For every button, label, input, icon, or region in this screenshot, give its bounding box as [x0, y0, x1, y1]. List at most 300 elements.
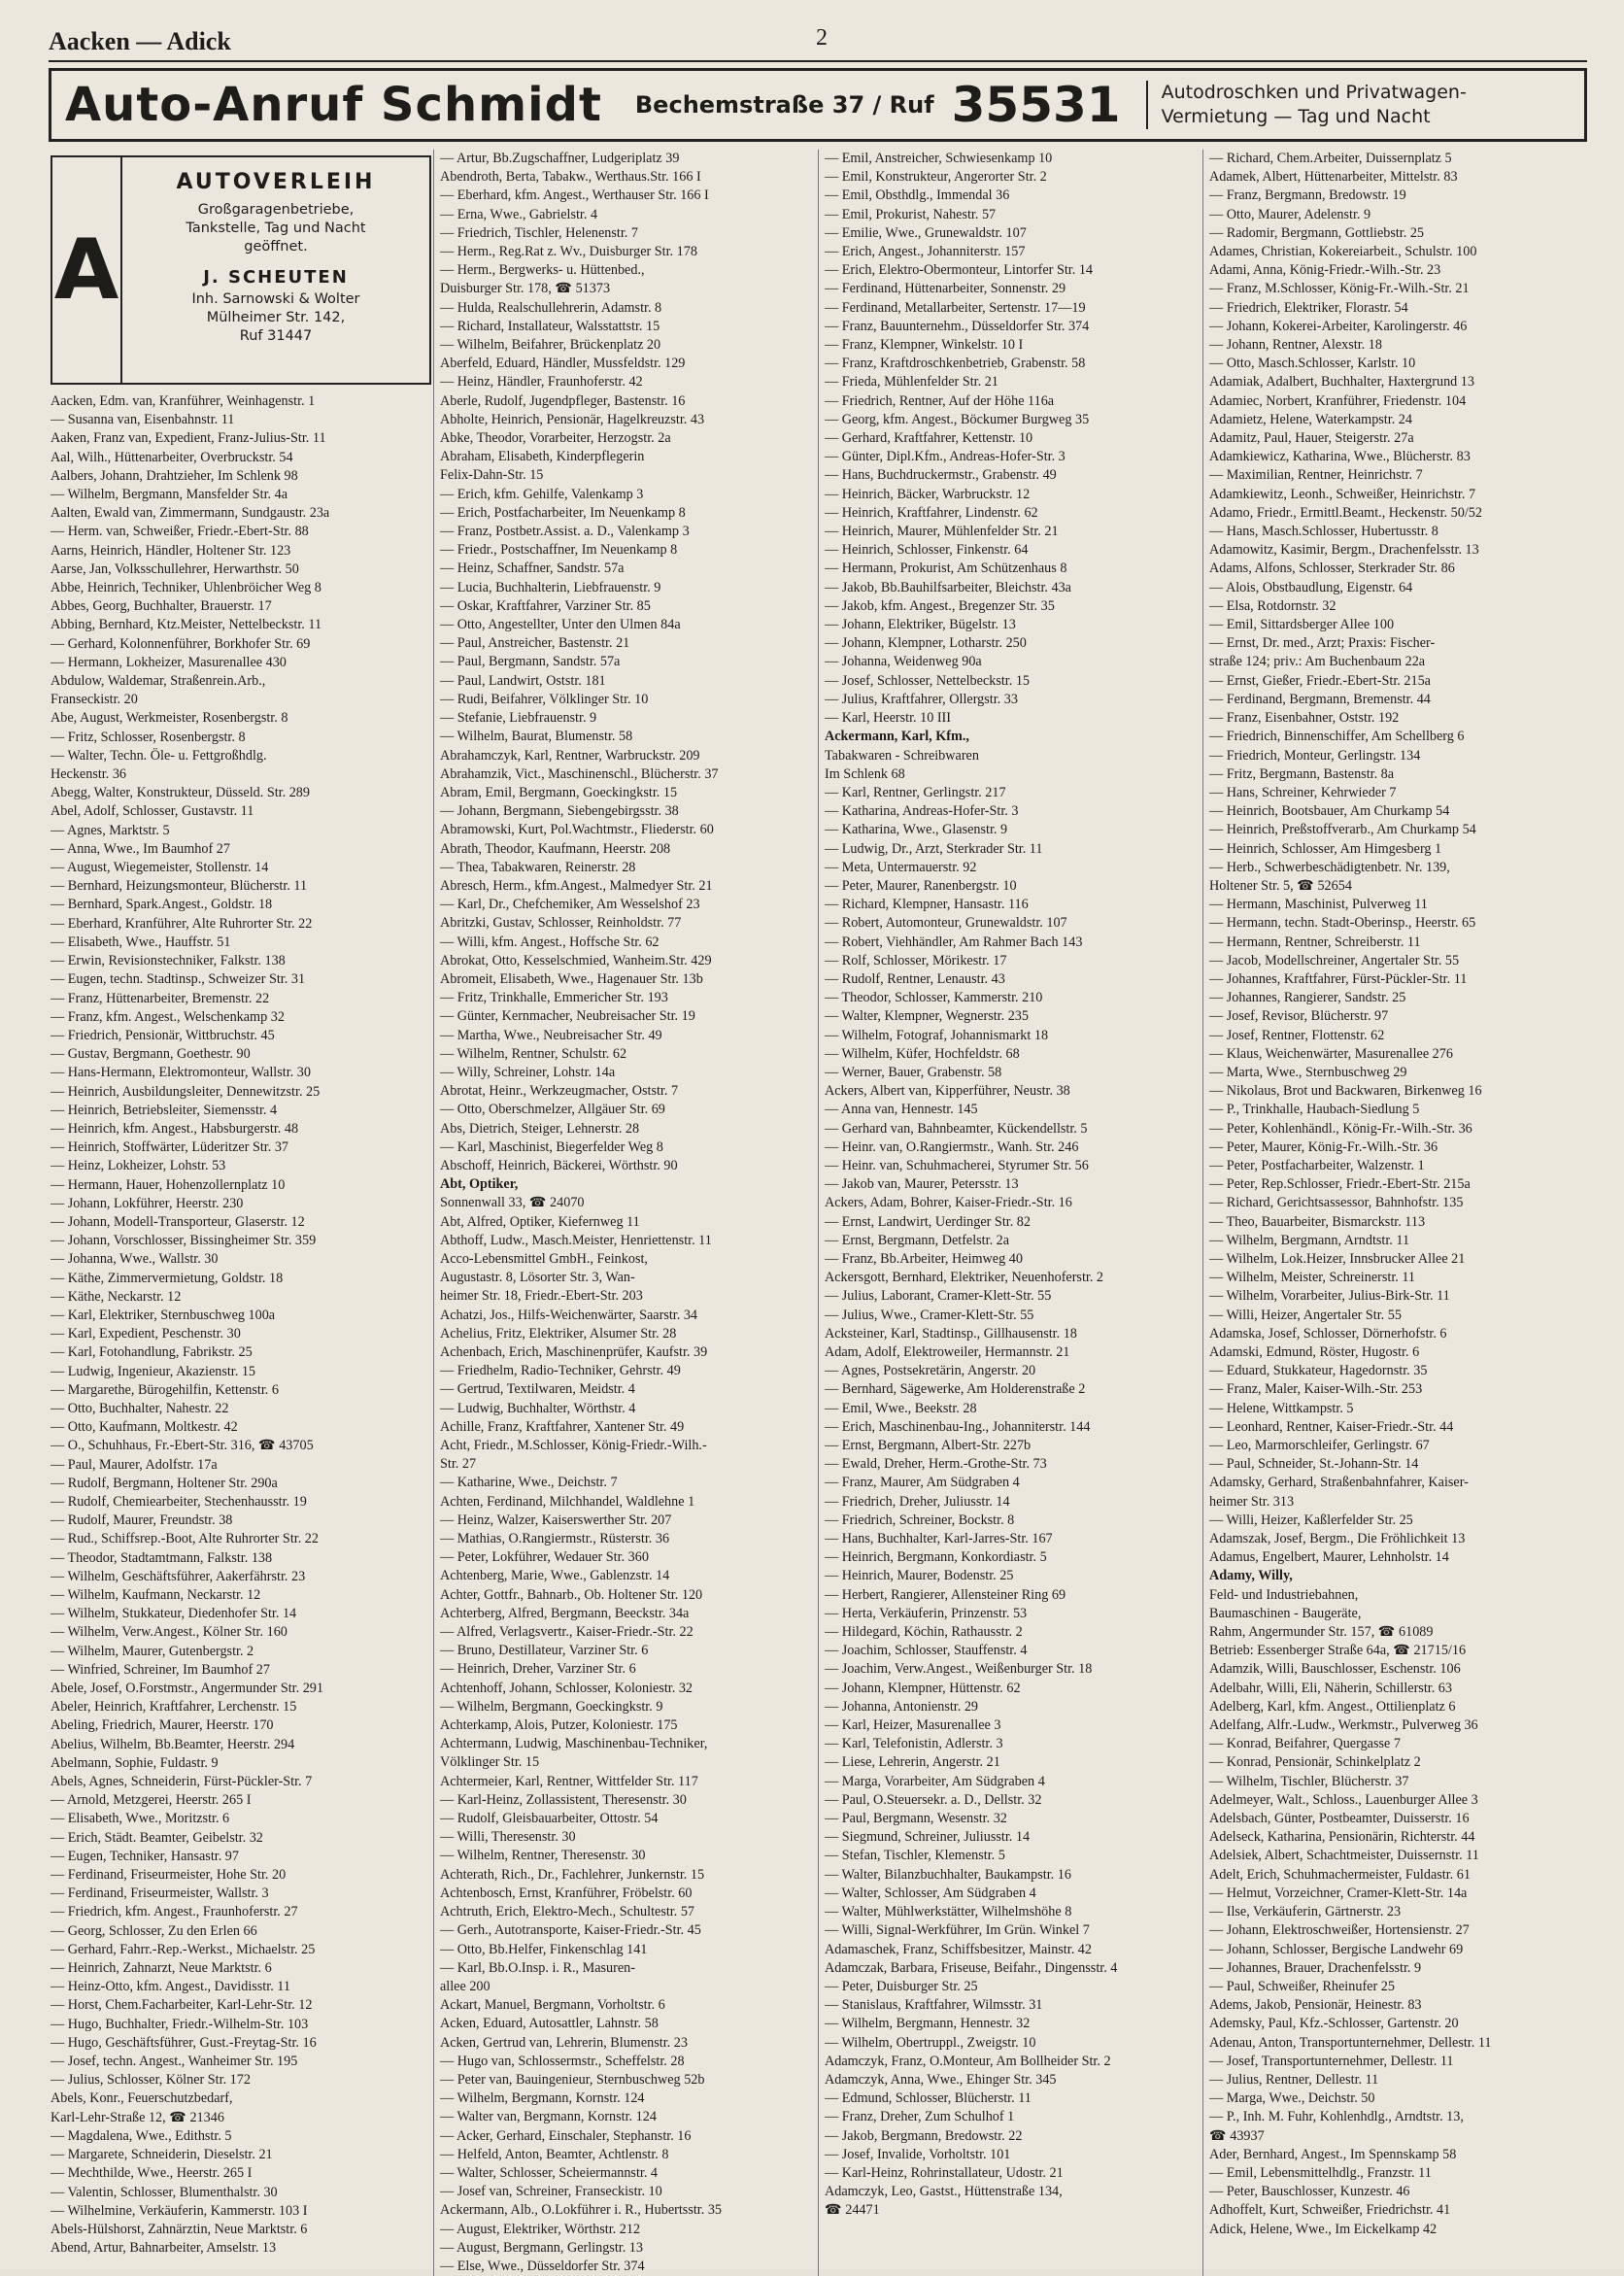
directory-entry: — Rudolf, Rentner, Lenaustr. 43	[825, 970, 1005, 987]
directory-entry: — Franz, Bergmann, Bredowstr. 19	[1209, 187, 1406, 204]
directory-entry: Aalten, Ewald van, Zimmermann, Sundgaustr. 23a	[51, 505, 330, 522]
directory-entry: — Emil, Prokurist, Nahestr. 57	[825, 206, 997, 222]
directory-entry: — Herb., Schwerbeschädigtenbetr. Nr. 139,	[1209, 859, 1450, 875]
directory-entry: — Stanislaus, Kraftfahrer, Wilmsstr. 31	[825, 1997, 1043, 2014]
directory-entry: — Ewald, Dreher, Herm.-Grothe-Str. 73	[825, 1456, 1047, 1473]
directory-entry: — Josef, Schlosser, Nettelbeckstr. 15	[825, 672, 1031, 689]
directory-entry: — Johann, Rentner, Alexstr. 18	[1209, 337, 1382, 354]
directory-entry: — Richard, Gerichtsassessor, Bahnhofstr. 135	[1209, 1195, 1464, 1211]
directory-entry: — Friedhelm, Radio-Techniker, Gehrstr. 49	[440, 1363, 681, 1379]
directory-entry: — Gertrud, Textilwaren, Meidstr. 4	[440, 1381, 635, 1398]
directory-entry: — Hermann, Hauer, Hohenzollernplatz 10	[51, 1176, 286, 1193]
directory-entry: — Rudi, Beifahrer, Völklinger Str. 10	[440, 691, 649, 707]
directory-entry: — Paul, Bergmann, Sandstr. 57a	[440, 654, 621, 670]
directory-entry: Abramowski, Kurt, Pol.Wachtmstr., Fliederstr. 60	[440, 822, 714, 838]
directory-entry: — Friedrich, Monteur, Gerlingstr. 134	[1209, 747, 1421, 764]
directory-entry: — Arnold, Metzgerei, Heerstr. 265 I	[51, 1792, 252, 1809]
directory-entry: — Margarete, Schneiderin, Dieselstr. 21	[51, 2147, 273, 2163]
directory-entry: Adamy, Willy,	[1209, 1568, 1293, 1584]
directory-entry: — Heinrich, Bergmann, Konkordiastr. 5	[825, 1549, 1047, 1566]
directory-entry: — Erich, Maschinenbau-Ing., Johanniterstr. 144	[825, 1418, 1091, 1435]
directory-entry: Adamiec, Norbert, Kranführer, Friedenstr. 104	[1209, 392, 1467, 409]
directory-entry: — Katharine, Wwe., Deichstr. 7	[440, 1475, 618, 1491]
directory-entry: Acken, Gertrud van, Lehrerin, Blumenstr. 23	[440, 2034, 688, 2051]
directory-entry: — Josef, Rentner, Flottenstr. 62	[1209, 1027, 1385, 1043]
directory-entry: Sonnenwall 33, ☎ 24070	[440, 1195, 585, 1211]
directory-entry: Abschoff, Heinrich, Bäckerei, Wörthstr. 90	[440, 1157, 678, 1173]
directory-entry: — Günter, Dipl.Kfm., Andreas-Hofer-Str. 3	[825, 449, 1066, 465]
directory-entry: — Fritz, Trinkhalle, Emmericher Str. 193	[440, 990, 668, 1006]
directory-entry: Adamowitz, Kasimir, Bergm., Drachenfelsstr. 13	[1209, 542, 1479, 559]
directory-entry: — Erwin, Revisionstechniker, Falkstr. 138	[51, 953, 286, 969]
directory-entry: — Willi, Theresenstr. 30	[440, 1829, 576, 1846]
directory-entry: — Heinz, Schaffner, Sandstr. 57a	[440, 561, 625, 577]
directory-entry: Adhoffelt, Kurt, Schweißer, Friedrichstr. 41	[1209, 2202, 1451, 2219]
directory-entry: — Heinz, Walzer, Kaiserswerther Str. 207	[440, 1512, 672, 1528]
directory-entry: — Wilhelm, Rentner, Schulstr. 62	[440, 1045, 627, 1062]
directory-entry: — Josef van, Schreiner, Franseckistr. 10	[440, 2184, 662, 2200]
directory-entry: — Heinrich, Stoffwärter, Lüderitzer Str. 37	[51, 1139, 289, 1156]
directory-entry: — Walter, Mühlwerkstätter, Wilhelmshöhe 8	[825, 1904, 1072, 1920]
directory-entry: — Wilhelm, Bergmann, Kornstr. 124	[440, 2090, 645, 2107]
directory-entry: — Heinrich, Maurer, Bodenstr. 25	[825, 1568, 1014, 1584]
directory-entry: — Wilhelm, Fotograf, Johannismarkt 18	[825, 1027, 1049, 1043]
directory-entry: — Julius, Kraftfahrer, Ollergstr. 33	[825, 691, 1018, 707]
directory-entry: — Paul, Schneider, St.-Johann-Str. 14	[1209, 1456, 1419, 1473]
directory-entry: — Heinrich, Ausbildungsleiter, Dennewitzstr. 25	[51, 1083, 321, 1100]
directory-entry: Adamkiewitz, Leonh., Schweißer, Heinrichstr. 7	[1209, 486, 1476, 502]
directory-entry: — Frieda, Mühlenfelder Str. 21	[825, 374, 998, 391]
directory-entry: — Susanna van, Eisenbahnstr. 11	[51, 412, 235, 428]
directory-entry: Rahm, Angermunder Str. 157, ☎ 61089	[1209, 1624, 1434, 1641]
directory-entry: — Johann, Elektriker, Bügelstr. 13	[825, 617, 1016, 633]
directory-entry: — Helene, Wittkampstr. 5	[1209, 1400, 1354, 1416]
directory-entry: — Bernhard, Heizungsmonteur, Blücherstr. 11	[51, 878, 308, 895]
directory-entry: — Mathias, O.Rangiermstr., Rüsterstr. 36	[440, 1531, 670, 1547]
directory-entry: allee 200	[440, 1978, 491, 1994]
directory-entry: — Eduard, Stukkateur, Hagedornstr. 35	[1209, 1363, 1428, 1379]
directory-entry: — Peter, Duisburger Str. 25	[825, 1978, 978, 1994]
directory-entry: — P., Trinkhalle, Haubach-Siedlung 5	[1209, 1102, 1420, 1118]
directory-entry: — Johann, Klempner, Hüttenstr. 62	[825, 1680, 1021, 1696]
directory-entry: — Karl, Maschinist, Biegerfelder Weg 8	[440, 1138, 663, 1155]
directory-entry: Adelsbach, Günter, Postbeamter, Duisserstr. 16	[1209, 1811, 1470, 1827]
directory-entry: Abe, August, Werkmeister, Rosenbergstr. 8	[51, 710, 288, 727]
car-rental-title: AUTOVERLEIH	[176, 170, 376, 194]
directory-entry: — Ludwig, Ingenieur, Akazienstr. 15	[51, 1363, 256, 1379]
directory-entry: Adamczyk, Anna, Wwe., Ehinger Str. 345	[825, 2071, 1057, 2088]
directory-entry: — Johanna, Wwe., Wallstr. 30	[51, 1251, 219, 1268]
directory-entry: — Johann, Klempner, Lotharstr. 250	[825, 635, 1027, 652]
column-1-entries	[51, 392, 431, 2258]
advert-street: Bechemstraße 37 / Ruf	[634, 91, 934, 119]
car-rental-company: J. SCHEUTEN	[203, 267, 349, 288]
directory-entry: — Walter, Klempner, Wegnerstr. 235	[825, 1008, 1029, 1025]
directory-entry: — Ernst, Gießer, Friedr.-Ebert-Str. 215a	[1209, 672, 1431, 689]
directory-entry: Abt, Alfred, Optiker, Kiefernweg 11	[440, 1213, 640, 1230]
column-4-entries	[1209, 150, 1585, 2239]
column-3	[818, 150, 1202, 2276]
car-rental-owner: Inh. Sarnowski & Wolter	[191, 291, 360, 307]
directory-entry: — Hans-Hermann, Elektromonteur, Wallstr. 30	[51, 1065, 311, 1081]
directory-entry: — Walter, Techn. Öle- u. Fettgroßhdlg.	[51, 747, 267, 764]
column-1	[49, 150, 433, 2276]
directory-entry: — Emil, Konstrukteur, Angerorter Str. 2	[825, 169, 1047, 186]
directory-entry: — August, Bergmann, Gerlingstr. 13	[440, 2239, 643, 2256]
directory-entry: — Jakob, Bb.Bauhilfsarbeiter, Bleichstr. 43a	[825, 579, 1071, 595]
directory-entry: Adamczak, Barbara, Friseuse, Beifahr., Dingensstr. 4	[825, 1959, 1118, 1976]
directory-entry: — Theodor, Stadtamtmann, Falkstr. 138	[51, 1549, 273, 1566]
directory-entry: Abrokat, Otto, Kesselschmied, Wanheim.Str. 429	[440, 952, 712, 968]
directory-entry: — Paul, Anstreicher, Bastenstr. 21	[440, 635, 630, 652]
directory-entry: — Wilhelm, Meister, Schreinerstr. 11	[1209, 1270, 1416, 1286]
directory-entry: — August, Elektriker, Wörthstr. 212	[440, 2221, 641, 2237]
directory-entry: — Karl, Telefonistin, Adlerstr. 3	[825, 1736, 1003, 1752]
directory-entry: Ackermann, Alb., O.Lokführer i. R., Hubertsstr. 35	[440, 2202, 723, 2219]
car-rental-phone: Ruf 31447	[239, 328, 313, 344]
directory-entry: — Heinrich, Preßstoffverarb., Am Churkamp 54	[1209, 822, 1476, 838]
directory-entry: Abke, Theodor, Vorarbeiter, Herzogstr. 2a	[440, 430, 671, 447]
directory-entry: — Wilhelm, Bergmann, Hennestr. 32	[825, 2016, 1031, 2032]
directory-entry: — Josef, Transportunternehmer, Dellestr. 11	[1209, 2053, 1454, 2069]
directory-entry: Adamietz, Helene, Waterkampstr. 24	[1209, 411, 1412, 427]
directory-entry: Achterath, Rich., Dr., Fachlehrer, Junkernstr. 15	[440, 1866, 705, 1883]
directory-entry: Abels, Agnes, Schneiderin, Fürst-Pückler-Str. 7	[51, 1774, 313, 1790]
directory-entry: — Friedr., Postschaffner, Im Neuenkamp 8	[440, 542, 678, 559]
directory-entry: — Katharina, Andreas-Hofer-Str. 3	[825, 803, 1019, 820]
directory-entry: Ackers, Albert van, Kipperführer, Neustr. 38	[825, 1083, 1070, 1100]
directory-entry: — Elsa, Rotdornstr. 32	[1209, 597, 1336, 614]
directory-entry: Achterkamp, Alois, Putzer, Koloniestr. 175	[440, 1717, 678, 1734]
directory-entry: — Friedrich, Schreiner, Bockstr. 8	[825, 1512, 1015, 1528]
advert-service-line-1: Autodroschken und Privatwagen-	[1161, 82, 1467, 103]
directory-entry: — Franz, Bauunternehm., Düsseldorfer Str. 374	[825, 318, 1090, 334]
directory-entry: Felix-Dahn-Str. 15	[440, 467, 544, 484]
directory-entry: Ackart, Manuel, Bergmann, Vorholtstr. 6	[440, 1997, 665, 2014]
directory-entry: Adamczyk, Franz, O.Monteur, Am Bollheider Str. 2	[825, 2053, 1111, 2069]
directory-entry: — Karl, Heerstr. 10 III	[825, 710, 952, 727]
directory-entry: Aacken, Edm. van, Kranführer, Weinhagenstr. 1	[51, 393, 316, 409]
directory-entry: — Wilhelm, Bergmann, Goeckingkstr. 9	[440, 1698, 663, 1715]
directory-entry: Adamski, Edmund, Röster, Hugostr. 6	[1209, 1344, 1420, 1360]
directory-entry: — Ludwig, Buchhalter, Wörthstr. 4	[440, 1400, 636, 1416]
directory-entry: Adamo, Friedr., Ermittl.Beamt., Heckenstr. 50/52	[1209, 504, 1482, 521]
directory-entry: — Wilhelm, Tischler, Blücherstr. 37	[1209, 1773, 1409, 1789]
directory-entry: Adamczyk, Leo, Gastst., Hüttenstraße 134,	[825, 2184, 1063, 2200]
directory-entry: — Heinz-Otto, kfm. Angest., Davidisstr. 11	[51, 1979, 290, 1995]
directory-entry: — Paul, Maurer, Adolfstr. 17a	[51, 1456, 218, 1473]
section-letter: A	[52, 157, 122, 383]
directory-entry: — Ilse, Verkäuferin, Gärtnerstr. 23	[1209, 1904, 1402, 1920]
column-2	[433, 150, 818, 2276]
directory-entry: Ader, Bernhard, Angest., Im Spennskamp 58	[1209, 2146, 1457, 2162]
directory-entry: Abels-Hülshorst, Zahnärztin, Neue Marktstr. 6	[51, 2221, 308, 2237]
directory-entry: Abelius, Wilhelm, Bb.Beamter, Heerstr. 294	[51, 1736, 295, 1752]
directory-entry: — Heinrich, Bootsbauer, Am Churkamp 54	[1209, 803, 1450, 820]
directory-entry: — Werner, Bauer, Grabenstr. 58	[825, 1064, 1002, 1080]
directory-entry: Achtermann, Ludwig, Maschinenbau-Techniker,	[440, 1736, 708, 1752]
directory-entry: — Ferdinand, Bergmann, Bremenstr. 44	[1209, 691, 1431, 707]
directory-entry: — Johann, Modell-Transporteur, Glaserstr. 12	[51, 1213, 305, 1230]
car-rental-info	[122, 157, 429, 383]
directory-entry: — Peter, Maurer, Ranenbergstr. 10	[825, 877, 1017, 894]
directory-entry: — Katharina, Wwe., Glasenstr. 9	[825, 822, 1008, 838]
directory-entry: — Rudolf, Bergmann, Holtener Str. 290a	[51, 1475, 278, 1491]
directory-entry: Aberfeld, Eduard, Händler, Mussfeldstr. 129	[440, 356, 686, 372]
directory-entry: — Stefan, Tischler, Klemenstr. 5	[825, 1848, 1005, 1864]
directory-entry: — Meta, Untermauerstr. 92	[825, 859, 977, 875]
directory-entry: — Peter van, Bauingenieur, Sternbuschweg 52b	[440, 2071, 705, 2088]
directory-entry: — Wilhelm, Beifahrer, Brückenplatz 20	[440, 337, 661, 354]
directory-entry: — Rolf, Schlosser, Mörikestr. 17	[825, 952, 1007, 968]
directory-entry: — Johann, Vorschlosser, Bissingheimer Str. 359	[51, 1233, 317, 1249]
directory-entry: — Ferdinand, Friseurmeister, Wallstr. 3	[51, 1885, 269, 1902]
directory-entry: — Wilhelm, Küfer, Hochfeldstr. 68	[825, 1045, 1020, 1062]
page-number: 2	[816, 25, 828, 51]
directory-entry: — Paul, O.Steuersekr. a. D., Dellstr. 32	[825, 1791, 1042, 1808]
directory-entry: Abeling, Friedrich, Maurer, Heerstr. 170	[51, 1717, 274, 1734]
directory-entry: Ackermann, Karl, Kfm.,	[825, 729, 969, 745]
directory-entry: Abend, Artur, Bahnarbeiter, Amselstr. 13	[51, 2240, 277, 2257]
directory-entry: Aarse, Jan, Volksschullehrer, Herwarthstr. 50	[51, 561, 299, 577]
directory-entry: Abrahamzik, Vict., Maschinenschl., Blücherstr. 37	[440, 765, 719, 782]
directory-entry: — Joachim, Verw.Angest., Weißenburger Str. 18	[825, 1661, 1093, 1678]
directory-entry: — P., Inh. M. Fuhr, Kohlenhdlg., Arndtstr. 13,	[1209, 2109, 1464, 2125]
directory-entry: Achtenberg, Marie, Wwe., Gablenzstr. 14	[440, 1568, 670, 1584]
directory-entry: — Herm., Reg.Rat z. Wv., Duisburger Str. 178	[440, 244, 697, 260]
directory-entry: — Bruno, Destillateur, Varziner Str. 6	[440, 1643, 649, 1659]
directory-entry: — Heinrich, Dreher, Varziner Str. 6	[440, 1661, 636, 1678]
directory-entry: — Julius, Laborant, Cramer-Klett-Str. 55	[825, 1288, 1052, 1305]
directory-entry: — Julius, Wwe., Cramer-Klett-Str. 55	[825, 1307, 1034, 1323]
directory-entry: Abs, Dietrich, Steiger, Lehnerstr. 28	[440, 1120, 640, 1137]
directory-entry: — Franz, Klempner, Winkelstr. 10 I	[825, 337, 1024, 354]
directory-entry: — Marga, Vorarbeiter, Am Südgraben 4	[825, 1773, 1045, 1789]
directory-entry: — Konrad, Pensionär, Schinkelplatz 2	[1209, 1754, 1421, 1771]
directory-entry: Augustastr. 8, Lösorter Str. 3, Wan-	[440, 1270, 635, 1286]
directory-entry: — Wilhelm, Stukkateur, Diedenhofer Str. 14	[51, 1606, 297, 1622]
directory-entry: — Stefanie, Liebfrauenstr. 9	[440, 710, 597, 727]
directory-entry: Adamiak, Adalbert, Buchhalter, Haxtergrund 13	[1209, 374, 1474, 391]
directory-entry: — Ferdinand, Hüttenarbeiter, Sonnenstr. 29	[825, 281, 1066, 297]
directory-entry: Adamus, Engelbert, Maurer, Lehnholstr. 14	[1209, 1549, 1449, 1566]
directory-entry: Abelmann, Sophie, Fuldastr. 9	[51, 1754, 219, 1771]
directory-entry: — Artur, Bb.Zugschaffner, Ludgeriplatz 39	[440, 151, 680, 166]
directory-entry: Adamitz, Paul, Hauer, Steigerstr. 27a	[1209, 430, 1414, 447]
directory-entry: — Thea, Tabakwaren, Reinerstr. 28	[440, 859, 636, 875]
directory-entry: Adamsky, Gerhard, Straßenbahnfahrer, Kaiser-	[1209, 1475, 1469, 1491]
directory-entry: — Eberhard, Kranführer, Alte Ruhrorter Str. 22	[51, 915, 313, 932]
directory-entry: Achterberg, Alfred, Bergmann, Beeckstr. 34a	[440, 1605, 690, 1621]
directory-entry: — Hermann, techn. Stadt-Oberinsp., Heerstr. 65	[1209, 915, 1476, 932]
directory-entry: — Peter, Postfacharbeiter, Walzenstr. 1	[1209, 1157, 1425, 1173]
directory-entry: Aal, Wilh., Hüttenarbeiter, Overbruckstr. 54	[51, 449, 293, 465]
directory-entry: Acco-Lebensmittel GmbH., Feinkost,	[440, 1250, 648, 1267]
directory-entry: — Erna, Wwe., Gabrielstr. 4	[440, 206, 598, 222]
directory-entry: ☎ 24471	[825, 2202, 880, 2219]
directory-entry: Adames, Christian, Kokereiarbeit., Schulstr. 100	[1209, 244, 1477, 260]
directory-entry: — Emil, Anstreicher, Schwiesenkamp 10	[825, 151, 1053, 166]
directory-entry: heimer Str. 313	[1209, 1493, 1295, 1510]
directory-entry: Aarns, Heinrich, Händler, Holtener Str. 123	[51, 542, 291, 559]
directory-entry: — Otto, Bb.Helfer, Finkenschlag 141	[440, 1941, 648, 1957]
directory-entry: Ademsky, Paul, Kfz.-Schlosser, Gartenstr. 20	[1209, 2016, 1459, 2032]
directory-entry: — Ludwig, Dr., Arzt, Sterkrader Str. 11	[825, 840, 1043, 857]
directory-entry: — Hans, Buchhalter, Karl-Jarres-Str. 167	[825, 1531, 1053, 1547]
directory-entry: — Gerhard, Kolonnenführer, Borkhofer Str. 69	[51, 635, 311, 652]
directory-entry: — Johanna, Weidenweg 90a	[825, 654, 982, 670]
directory-entry: — Hugo, Geschäftsführer, Gust.-Freytag-Str. 16	[51, 2034, 317, 2051]
directory-entry: — Else, Wwe., Düsseldorfer Str. 374	[440, 2258, 645, 2274]
directory-entry: — Karl-Heinz, Rohrinstallateur, Udostr. 21	[825, 2164, 1064, 2181]
directory-entry: — Emilie, Wwe., Grunewaldstr. 107	[825, 224, 1027, 241]
directory-entry: Ackers, Adam, Bohrer, Kaiser-Friedr.-Str. 16	[825, 1195, 1072, 1211]
directory-entry: — Johanna, Antonienstr. 29	[825, 1698, 979, 1715]
directory-entry: — Heinrich, Schlosser, Am Himgesberg 1	[1209, 840, 1442, 857]
directory-entry: — Friedrich, Binnenschiffer, Am Schellberg 6	[1209, 729, 1465, 745]
directory-entry: — Wilhelm, Baurat, Blumenstr. 58	[440, 729, 633, 745]
directory-entry: — Robert, Viehhändler, Am Rahmer Bach 143	[825, 934, 1083, 950]
directory-entry: — Willi, Heizer, Kaßlerfelder Str. 25	[1209, 1512, 1413, 1528]
directory-entry: — Helmut, Vorzeichner, Cramer-Klett-Str. 14a	[1209, 1885, 1468, 1901]
directory-entry: — Peter, Rep.Schlosser, Friedr.-Ebert-Str. 215a	[1209, 1176, 1471, 1193]
directory-entry: — Otto, Maurer, Adelenstr. 9	[1209, 206, 1371, 222]
directory-entry: Achtruth, Erich, Elektro-Mech., Schultestr. 57	[440, 1904, 695, 1920]
directory-entry: — Theodor, Schlosser, Kammerstr. 210	[825, 990, 1043, 1006]
directory-entry: Str. 27	[440, 1456, 477, 1473]
car-rental-line-2: Tankstelle, Tag und Nacht	[186, 221, 366, 236]
directory-entry: — Willi, Signal-Werkführer, Im Grün. Winkel 7	[825, 1922, 1090, 1939]
directory-entry: — Heinrich, kfm. Angest., Habsburgerstr. 48	[51, 1120, 299, 1137]
directory-entry: Abbes, Georg, Buchhalter, Brauerstr. 17	[51, 598, 272, 615]
directory-entry: — Rudolf, Chemiearbeiter, Stechenhausstr. 19	[51, 1493, 307, 1510]
directory-entry: — Anna, Wwe., Im Baumhof 27	[51, 840, 230, 857]
directory-entry: Abresch, Herm., kfm.Angest., Malmedyer Str. 21	[440, 877, 713, 894]
directory-entry: — Eberhard, kfm. Angest., Werthauser Str. 166 I	[440, 187, 709, 204]
directory-entry: — Mechthilde, Wwe., Heerstr. 265 I	[51, 2165, 253, 2182]
directory-entry: Aberle, Rudolf, Jugendpfleger, Bastenstr. 16	[440, 392, 686, 409]
directory-entry: — Bernhard, Spark.Angest., Goldstr. 18	[51, 897, 273, 913]
directory-entry: — Friedrich, Tischler, Helenenstr. 7	[440, 224, 638, 241]
directory-entry: Adamkiewicz, Katharina, Wwe., Blücherstr. 83	[1209, 449, 1471, 465]
directory-entry: — Hans, Buchdruckermstr., Grabenstr. 49	[825, 467, 1057, 484]
directory-entry: — Agnes, Marktstr. 5	[51, 822, 170, 838]
directory-entry: — Maximilian, Rentner, Heinrichstr. 7	[1209, 467, 1423, 484]
directory-entry: — Alois, Obstbaudlung, Eigenstr. 64	[1209, 579, 1413, 595]
directory-entry: — Karl, Expedient, Peschenstr. 30	[51, 1326, 241, 1342]
directory-entry: — Leo, Marmorschleifer, Gerlingstr. 67	[1209, 1438, 1430, 1454]
directory-entry: — Heinrich, Bäcker, Warbruckstr. 12	[825, 486, 1031, 502]
directory-entry: Achenbach, Erich, Maschinenprüfer, Kaufstr. 39	[440, 1344, 708, 1360]
directory-entry: — Herta, Verkäuferin, Prinzenstr. 53	[825, 1605, 1028, 1621]
directory-entry: — Friedrich, Dreher, Juliusstr. 14	[825, 1493, 1010, 1510]
directory-entry: — Martha, Wwe., Neubreisacher Str. 49	[440, 1027, 662, 1043]
directory-entry: — Wilhelm, Bergmann, Arndtstr. 11	[1209, 1232, 1410, 1248]
directory-entry: Achtenbosch, Ernst, Kranführer, Fröbelstr. 60	[440, 1885, 693, 1901]
directory-entry: — Johann, Schlosser, Bergische Landwehr 69	[1209, 1941, 1464, 1957]
directory-entry: Heckenstr. 36	[51, 766, 127, 783]
directory-entry: — Friedrich, Rentner, Auf der Höhe 116a	[825, 392, 1055, 409]
column-3-entries	[825, 150, 1201, 2221]
directory-entry: — Hans, Schreiner, Kehrwieder 7	[1209, 784, 1397, 800]
directory-entry: — Heinrich, Maurer, Mühlenfelder Str. 21	[825, 524, 1059, 540]
directory-entry: Adelberg, Karl, kfm. Angest., Ottilienplatz 6	[1209, 1698, 1456, 1715]
directory-entry: Acken, Eduard, Autosattler, Lahnstr. 58	[440, 2016, 659, 2032]
directory-entry: — Robert, Automonteur, Grunewaldstr. 107	[825, 915, 1067, 932]
directory-entry: — Joachim, Schlosser, Stauffenstr. 4	[825, 1643, 1028, 1659]
directory-entry: — Bernhard, Sägewerke, Am Holderenstraße 2	[825, 1381, 1086, 1398]
directory-entry: — Lucia, Buchhalterin, Liebfrauenstr. 9	[440, 579, 661, 595]
directory-entry: — Paul, Schweißer, Rheinufer 25	[1209, 1978, 1395, 1994]
directory-entry: — Richard, Chem.Arbeiter, Duissernplatz 5	[1209, 151, 1452, 166]
directory-entry: Adelsiek, Albert, Schachtmeister, Duissernstr. 11	[1209, 1848, 1479, 1864]
directory-entry: — Karl, Heizer, Masurenallee 3	[825, 1717, 1001, 1734]
directory-entry: Völklinger Str. 15	[440, 1754, 540, 1771]
directory-entry: — Johann, Elektroschweißer, Hortensienstr. 27	[1209, 1922, 1470, 1939]
directory-entry: — Erich, Elektro-Obermonteur, Lintorfer Str. 14	[825, 262, 1094, 279]
directory-entry: — Erich, Städt. Beamter, Geibelstr. 32	[51, 1829, 263, 1846]
directory-entry: — Elisabeth, Wwe., Moritzstr. 6	[51, 1811, 230, 1827]
directory-entry: Abrotat, Heinr., Werkzeugmacher, Oststr. 7	[440, 1083, 679, 1100]
directory-entry: Achtermeier, Karl, Rentner, Wittfelder Str. 117	[440, 1773, 698, 1789]
directory-entry: Achelius, Fritz, Elektriker, Alsumer Str. 28	[440, 1325, 677, 1342]
directory-entry: — Valentin, Schlosser, Blumenthalstr. 30	[51, 2184, 278, 2200]
directory-entry: — Leonhard, Rentner, Kaiser-Friedr.-Str. 44	[1209, 1418, 1454, 1435]
directory-entry: — Günter, Kernmacher, Neubreisacher Str. 19	[440, 1008, 695, 1025]
directory-entry: — Emil, Sittardsberger Allee 100	[1209, 617, 1395, 633]
directory-entry: — Rud., Schiffsrep.-Boot, Alte Ruhrorter Str. 22	[51, 1531, 319, 1547]
directory-entry: — Jakob, Bergmann, Bredowstr. 22	[825, 2127, 1023, 2144]
directory-entry: — Hans, Masch.Schlosser, Hubertusstr. 8	[1209, 524, 1438, 540]
directory-entry: — Friedrich, kfm. Angest., Fraunhoferstr. 27	[51, 1904, 298, 1920]
directory-entry: — Klaus, Weichenwärter, Masurenallee 276	[1209, 1045, 1453, 1062]
directory-entry: Betrieb: Essenberger Straße 64a, ☎ 21715/16	[1209, 1643, 1467, 1659]
directory-entry: — Rudolf, Maurer, Freundstr. 38	[51, 1512, 233, 1529]
directory-entry: — Karl, Elektriker, Sternbuschweg 100a	[51, 1307, 276, 1323]
directory-entry: — Ferdinand, Metallarbeiter, Sertenstr. 17—19	[825, 299, 1086, 316]
directory-entry: Duisburger Str. 178, ☎ 51373	[440, 281, 611, 297]
directory-entry: — Johannes, Brauer, Drachenfelsstr. 9	[1209, 1959, 1422, 1976]
directory-entry: — Jakob, kfm. Angest., Bregenzer Str. 35	[825, 597, 1055, 614]
directory-entry: Aaken, Franz van, Expedient, Franz-Julius-Str. 11	[51, 430, 326, 447]
directory-entry: — Marga, Wwe., Deichstr. 50	[1209, 2090, 1375, 2107]
taxi-advertisement	[49, 68, 1587, 142]
directory-entry: — Otto, Angestellter, Unter den Ulmen 84a	[440, 617, 681, 633]
directory-entry: — Richard, Installateur, Walsstattstr. 15	[440, 318, 660, 334]
directory-entry: — Heinz, Lokheizer, Lohstr. 53	[51, 1158, 226, 1174]
directory-entry: — Anna van, Hennestr. 145	[825, 1102, 978, 1118]
directory-entry: — Wilhelm, Lok.Heizer, Innsbrucker Allee 21	[1209, 1250, 1466, 1267]
directory-entry: — Herm. van, Schweißer, Friedr.-Ebert-Str. 88	[51, 524, 309, 540]
directory-entry: Adamszak, Josef, Bergm., Die Fröhlichkeit 13	[1209, 1531, 1466, 1547]
directory-entry: — Paul, Bergmann, Wesenstr. 32	[825, 1811, 1007, 1827]
directory-entry: — Ernst, Bergmann, Albert-Str. 227b	[825, 1438, 1032, 1454]
directory-entry: — Willi, Heizer, Angertaler Str. 55	[1209, 1307, 1402, 1323]
directory-entry: Adelt, Erich, Schuhmachermeister, Fuldastr. 61	[1209, 1866, 1471, 1883]
directory-entry: straße 124; priv.: Am Buchenbaum 22a	[1209, 654, 1426, 670]
directory-entry: — Käthe, Zimmervermietung, Goldstr. 18	[51, 1270, 284, 1286]
directory-entry: — Fritz, Bergmann, Bastenstr. 8a	[1209, 765, 1395, 782]
directory-entry: — Franz, Maler, Kaiser-Wilh.-Str. 253	[1209, 1381, 1423, 1398]
directory-entry: — Konrad, Beifahrer, Quergasse 7	[1209, 1736, 1401, 1752]
directory-entry: — Franz, Kraftdroschkenbetrieb, Grabenstr. 58	[825, 356, 1086, 372]
directory-entry: Adamaschek, Franz, Schiffsbesitzer, Mainstr. 42	[825, 1941, 1092, 1957]
directory-entry: Adems, Jakob, Pensionär, Heinestr. 83	[1209, 1997, 1422, 2014]
directory-entry: Abrath, Theodor, Kaufmann, Heerstr. 208	[440, 840, 671, 857]
directory-entry: — Emil, Obsthdlg., Immendal 36	[825, 187, 1010, 204]
directory-entry: Adam, Adolf, Elektroweiler, Hermannstr. 21	[825, 1344, 1070, 1360]
directory-entry: — Karl, Bb.O.Insp. i. R., Masuren-	[440, 1959, 635, 1976]
